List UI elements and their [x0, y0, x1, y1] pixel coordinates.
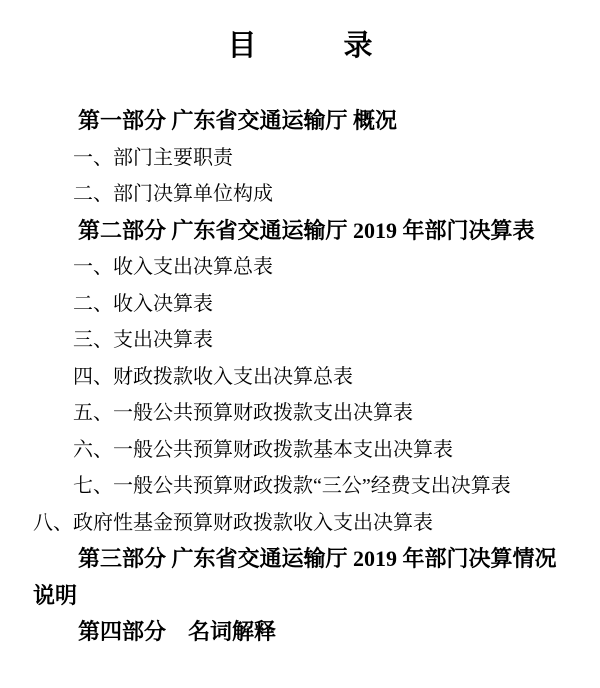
toc-entry: 一、收入支出决算总表: [73, 256, 273, 278]
toc-entry: 七、一般公共预算财政拨款“三公”经费支出决算表: [73, 475, 511, 497]
toc-entry: 三、支出决算表: [73, 329, 213, 351]
toc-entry: 六、一般公共预算财政拨款基本支出决算表: [73, 438, 453, 461]
toc-entry: 一、部门主要职责: [73, 146, 233, 169]
toc-entry: 八、政府性基金预算财政拨款收入支出决算表: [33, 511, 433, 534]
toc-entry: 说明: [33, 582, 78, 608]
toc-entry: 二、收入决算表: [73, 292, 213, 315]
toc-entry: 五、一般公共预算财政拨款支出决算表: [73, 402, 413, 424]
toc-entry: 第二部分 广东省交通运输厅 2019 年部门决算表: [78, 217, 535, 243]
toc-entry: 四、财政拨款收入支出决算总表: [73, 365, 353, 388]
toc-list: [0, 103, 600, 651]
toc-entry: 第三部分 广东省交通运输厅 2019 年部门决算情况: [78, 546, 557, 571]
toc-entry: 二、部门决算单位构成: [73, 183, 273, 205]
toc-entry: 第一部分 广东省交通运输厅 概况: [78, 108, 398, 133]
toc-entry: 第四部分 名词解释: [78, 619, 277, 644]
page-title: 目 录: [227, 30, 373, 62]
